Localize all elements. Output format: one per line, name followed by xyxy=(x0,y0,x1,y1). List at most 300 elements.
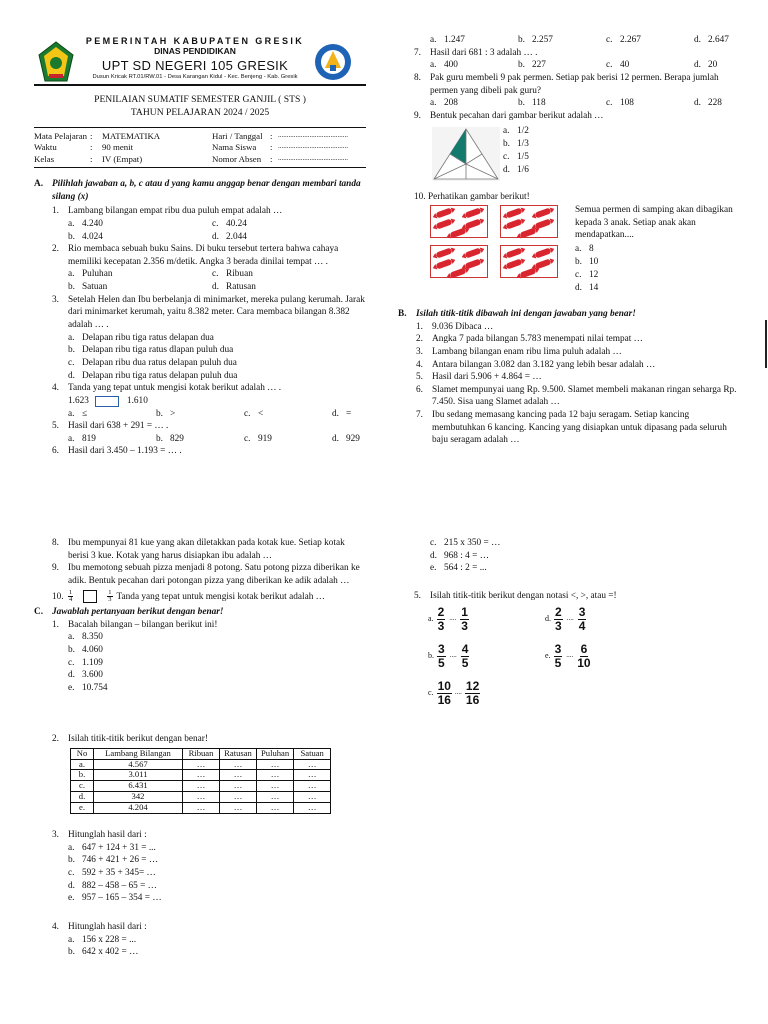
option-d[interactable] xyxy=(694,97,754,110)
option-a[interactable] xyxy=(68,218,212,231)
option-c[interactable] xyxy=(606,34,694,47)
option-letter: b. xyxy=(503,139,510,150)
numerator: 4 xyxy=(461,642,469,656)
compare-a xyxy=(428,606,469,632)
list-item xyxy=(68,934,366,947)
answer-blank[interactable]: .... xyxy=(449,651,457,660)
answer-cell[interactable]: … xyxy=(220,803,257,814)
fraction xyxy=(461,643,470,669)
option-c[interactable] xyxy=(68,357,366,370)
question-number: 3. xyxy=(52,294,59,305)
option-letter: a. xyxy=(68,408,75,419)
option-b[interactable] xyxy=(518,97,606,110)
list-item xyxy=(68,842,366,855)
option-d[interactable] xyxy=(575,282,598,295)
question-text: Setelah Helen dan Ibu berbelanja di minimarket, mereka pulang kerumah. Jarak dari minimarket kerumah, yaitu 8.382 meter. Cara membaca bilangan 8.382 adalah … . xyxy=(68,294,365,331)
candy-figure xyxy=(430,205,562,281)
denominator: 16 xyxy=(465,692,480,707)
question-number: 1. xyxy=(416,321,423,332)
option-a[interactable] xyxy=(503,125,529,138)
option-d[interactable] xyxy=(694,34,754,47)
option-text: 40.24 xyxy=(226,218,247,229)
answer-cell[interactable]: … xyxy=(294,803,331,814)
column-header: Lambang Bilangan xyxy=(94,748,183,759)
candy-icon xyxy=(534,258,551,269)
option-d[interactable] xyxy=(212,231,332,244)
option-letter: c. xyxy=(212,269,219,280)
question-a8 xyxy=(414,72,744,97)
logo-gresik xyxy=(38,41,74,83)
waktu-label: Waktu xyxy=(34,142,57,153)
question-b5 xyxy=(416,371,744,384)
question-number: 7. xyxy=(416,410,423,421)
option-c[interactable] xyxy=(244,433,332,446)
denominator: 10 xyxy=(577,655,591,670)
item-letter: b. xyxy=(68,855,75,866)
item-text: 1.109 xyxy=(82,657,103,668)
option-text: 14 xyxy=(589,283,599,294)
option-letter: a. xyxy=(430,98,437,109)
option-d[interactable] xyxy=(212,281,332,294)
option-letter: c. xyxy=(428,687,434,697)
option-letter: d. xyxy=(694,35,701,45)
list-item xyxy=(68,669,366,682)
answer-box[interactable] xyxy=(95,396,119,407)
question-text: Perhatikan gambar berikut! xyxy=(428,192,530,202)
candy-icon xyxy=(435,258,452,269)
question-c5 xyxy=(414,590,617,603)
option-text: 10 xyxy=(589,257,599,268)
option-text: Ratusan xyxy=(226,282,256,293)
option-letter: c. xyxy=(212,218,219,229)
candy-icon xyxy=(464,247,481,258)
option-text: = xyxy=(346,408,352,419)
option-text: 208 xyxy=(444,98,458,109)
question-c3 xyxy=(34,829,366,842)
question-a4 xyxy=(34,382,366,395)
table-row xyxy=(71,792,331,803)
answer-cell[interactable]: … xyxy=(294,770,331,781)
option-text: ≤ xyxy=(82,408,88,419)
option-a[interactable] xyxy=(430,59,518,72)
question-number: 5. xyxy=(416,372,423,383)
colon: : xyxy=(90,142,93,153)
compare-d xyxy=(545,606,586,632)
candy-icon xyxy=(505,207,522,218)
option-text: 12 xyxy=(589,270,599,281)
numerator: 12 xyxy=(465,679,480,693)
section-b-heading xyxy=(398,308,744,321)
colon: : xyxy=(270,153,273,164)
list-item xyxy=(430,562,730,575)
option-letter: a. xyxy=(575,244,582,254)
option-a[interactable] xyxy=(430,97,518,110)
option-letter: a. xyxy=(68,269,75,280)
header-school: UPT SD NEGERI 105 GRESIK xyxy=(101,58,289,73)
colon: : xyxy=(90,153,93,164)
answer-cell[interactable]: … xyxy=(220,792,257,803)
q4-options xyxy=(34,408,366,421)
candy-icon xyxy=(505,247,522,258)
option-letter: b. xyxy=(68,282,75,293)
answer-box[interactable] xyxy=(83,590,97,603)
option-letter: a. xyxy=(68,332,75,343)
answer-cell[interactable]: … xyxy=(183,759,220,770)
answer-cell[interactable]: … xyxy=(220,759,257,770)
candy-icon xyxy=(519,227,536,238)
header-department: DINAS PENDIDIKAN xyxy=(154,46,236,56)
option-text: Ribuan xyxy=(226,269,253,280)
question-b3 xyxy=(416,346,744,359)
option-text: Puluhan xyxy=(82,269,113,280)
option-d[interactable] xyxy=(68,370,366,383)
question-text: Ibu sedang memasang kancing pada 12 baju seragam. Setiap kancing membutuhkan 6 kancing. Kancing yang disiapkan untuk dipasang pada seluruh baju seragam adalah … xyxy=(432,410,727,446)
denominator: 5 xyxy=(554,655,562,670)
question-b1 xyxy=(416,321,744,334)
absen-field[interactable]: ........................................ xyxy=(278,153,348,162)
item-letter: c. xyxy=(68,867,75,878)
question-number: 6. xyxy=(52,446,59,457)
option-letter: d. xyxy=(694,98,701,109)
hari-field[interactable]: ........................................ xyxy=(278,131,348,139)
item-text: 3.600 xyxy=(82,670,103,681)
option-b[interactable] xyxy=(68,281,212,294)
question-a9b xyxy=(34,562,366,587)
number-cell: 342 xyxy=(94,792,183,803)
option-c[interactable] xyxy=(212,218,332,231)
question-text: Hasil dari 3.450 – 1.193 = … . xyxy=(68,446,182,457)
place-value-table xyxy=(70,748,331,814)
option-text: 919 xyxy=(258,433,272,444)
option-text: 228 xyxy=(708,98,722,109)
item-letter: e. xyxy=(68,683,75,694)
option-text: Satuan xyxy=(82,282,108,293)
question-c3-block xyxy=(34,829,366,905)
list-item xyxy=(68,682,366,695)
answer-cell[interactable]: … xyxy=(257,803,294,814)
option-b[interactable] xyxy=(68,231,212,244)
candy-pack xyxy=(430,245,488,278)
column-header: Ratusan xyxy=(220,748,257,759)
option-text: 2.044 xyxy=(226,231,247,242)
option-a[interactable] xyxy=(68,408,156,421)
q9-options xyxy=(503,125,529,177)
mapel-value: MATEMATIKA xyxy=(102,131,161,141)
list-item xyxy=(68,867,366,880)
colon: : xyxy=(270,131,273,141)
answer-blank[interactable]: .... xyxy=(566,651,574,660)
candy-pack xyxy=(500,245,558,278)
candy-pack xyxy=(430,205,488,238)
option-letter: d. xyxy=(575,283,582,294)
item-text: 882 – 458 – 65 = … xyxy=(82,880,157,891)
option-text: Delapan ribu dua ratus delapan puluh dua xyxy=(82,357,237,368)
nama-field[interactable]: ........................................ xyxy=(278,142,348,151)
column-header: Puluhan xyxy=(257,748,294,759)
fraction xyxy=(437,643,446,669)
option-text: 118 xyxy=(532,98,546,109)
numerator: 3 xyxy=(438,642,445,656)
question-c2 xyxy=(34,733,366,746)
number-cell: 4.204 xyxy=(94,803,183,814)
question-number: 8. xyxy=(52,538,59,548)
page2-left xyxy=(34,537,366,695)
answer-cell[interactable]: … xyxy=(294,759,331,770)
question-text: Ibu mempunyai 81 kue yang akan diletakkan pada kotak kue. Setiap kotak berisi 3 kue. Kotak yang harus disiapkan ibu adalah … xyxy=(68,538,345,561)
exam-title: PENILAIAN SUMATIF SEMESTER GANJIL ( STS ) xyxy=(94,94,306,105)
list-item xyxy=(430,537,730,550)
c3-items xyxy=(34,842,366,905)
table-row xyxy=(71,803,331,814)
list-item xyxy=(68,854,366,867)
question-a7 xyxy=(414,47,744,60)
option-a[interactable] xyxy=(68,268,212,281)
answer-cell[interactable]: … xyxy=(183,792,220,803)
question-a5 xyxy=(34,420,366,433)
option-b[interactable] xyxy=(575,256,598,269)
section-b-instruction: Isilah titik-titik dibawah ini dengan jawaban yang benar! xyxy=(416,309,636,319)
option-text: 2.647 xyxy=(708,35,729,45)
answer-cell[interactable]: … xyxy=(294,781,331,792)
fraction xyxy=(437,606,446,632)
option-letter: a. xyxy=(68,433,75,444)
row-label: a. xyxy=(71,759,94,770)
mapel-label: Mata Pelajaran xyxy=(34,131,88,141)
answer-cell[interactable]: … xyxy=(257,781,294,792)
denominator: 5 xyxy=(461,655,469,670)
item-letter: d. xyxy=(68,670,75,681)
question-number: 10. xyxy=(52,591,64,602)
answer-cell[interactable]: … xyxy=(220,770,257,781)
answer-blank[interactable]: .... xyxy=(449,614,457,623)
right-column-top xyxy=(414,34,744,122)
item-letter: b. xyxy=(68,947,75,958)
numerator: 2 xyxy=(555,605,562,619)
option-c[interactable] xyxy=(244,408,332,421)
answer-cell[interactable]: … xyxy=(183,781,220,792)
question-a6 xyxy=(34,445,366,458)
option-c[interactable] xyxy=(606,97,694,110)
option-text: 1.247 xyxy=(444,35,465,45)
table-body xyxy=(71,759,331,813)
numerator: 1 xyxy=(69,588,73,596)
option-text: 1/3 xyxy=(517,139,529,150)
row-label: c. xyxy=(71,781,94,792)
candy-pack xyxy=(500,205,558,238)
option-a[interactable] xyxy=(430,34,518,47)
question-text: Lambang bilangan enam ribu lima puluh adalah … xyxy=(432,346,622,357)
question-c4-block xyxy=(34,921,366,959)
item-text: 10.754 xyxy=(82,683,108,694)
question-text: Tanda yang tepat untuk mengisi kotak berikut adalah … . xyxy=(68,383,282,394)
denominator: 4 xyxy=(578,618,586,633)
option-c[interactable] xyxy=(212,268,332,281)
numerator: 10 xyxy=(437,679,451,693)
option-b[interactable] xyxy=(518,59,606,72)
q2-options xyxy=(34,268,366,293)
denominator: 3 xyxy=(437,618,445,633)
item-letter: a. xyxy=(68,934,75,945)
option-letter: c. xyxy=(606,35,613,45)
option-letter: a. xyxy=(430,35,437,45)
option-a[interactable] xyxy=(68,332,366,345)
q6-options xyxy=(414,34,744,47)
option-letter: c. xyxy=(606,98,613,109)
question-number: 10. xyxy=(414,192,426,202)
answer-cell[interactable]: … xyxy=(220,781,257,792)
option-letter: b. xyxy=(156,433,163,444)
list-item xyxy=(68,644,366,657)
option-d[interactable] xyxy=(332,433,392,446)
fraction xyxy=(578,606,587,632)
number-cell: 3.011 xyxy=(94,770,183,781)
question-number: 4. xyxy=(52,383,59,394)
option-b[interactable] xyxy=(156,408,244,421)
question-a3 xyxy=(34,294,366,332)
section-letter: A. xyxy=(34,179,44,189)
q5-options xyxy=(34,433,366,446)
option-a[interactable] xyxy=(575,243,598,256)
option-letter: e. xyxy=(545,650,551,660)
question-text: Antara bilangan 3.082 dan 3.182 yang lebih besar adalah … xyxy=(432,359,656,370)
fraction xyxy=(465,680,480,706)
header-government: PEMERINTAH KABUPATEN GRESIK xyxy=(85,36,305,46)
question-number: 2. xyxy=(52,244,59,255)
option-text: 108 xyxy=(620,98,634,109)
item-text: 647 + 124 + 31 = ... xyxy=(82,842,156,853)
answer-cell[interactable]: … xyxy=(183,770,220,781)
q1-options xyxy=(34,218,366,243)
denominator: 3 xyxy=(461,618,468,633)
question-number: 8. xyxy=(414,72,421,83)
scroll-marker[interactable] xyxy=(765,320,767,368)
option-letter: b. xyxy=(156,408,163,419)
question-text: Pak guru membeli 9 pak permen. Setiap pak berisi 12 permen. Berapa jumlah permen yang dibeli pak guru? xyxy=(430,72,719,96)
answer-blank[interactable]: .... xyxy=(566,614,574,623)
candy-icon xyxy=(435,207,452,218)
option-letter: b. xyxy=(68,345,75,356)
question-a8b xyxy=(34,537,366,562)
table-row xyxy=(71,759,331,770)
denominator: 16 xyxy=(437,692,451,707)
question-number: 3. xyxy=(52,830,59,840)
question-text: Slamet mempunyai uang Rp. 9.500. Slamet membeli makanan ringan seharga Rp. 7.450. Sisa uang Slamet adalah … xyxy=(432,384,737,408)
option-letter: a. xyxy=(68,218,75,229)
item-letter: b. xyxy=(68,645,75,656)
option-text: 829 xyxy=(170,433,184,444)
option-text: 8 xyxy=(589,244,594,254)
answer-cell[interactable]: … xyxy=(257,792,294,803)
option-letter: a. xyxy=(430,60,437,71)
option-b[interactable] xyxy=(156,433,244,446)
question-text: Bacalah bilangan – bilangan berikut ini! xyxy=(68,619,218,630)
denominator: 3 xyxy=(108,596,112,604)
option-text: 929 xyxy=(346,433,360,444)
candy-icon xyxy=(464,218,481,229)
denominator: 3 xyxy=(555,618,562,633)
option-text: 1/5 xyxy=(517,152,529,163)
compare-right: 1.610 xyxy=(126,395,148,406)
question-c1 xyxy=(34,619,366,632)
option-letter: c. xyxy=(68,357,75,368)
table-row xyxy=(71,781,331,792)
answer-cell[interactable]: … xyxy=(257,759,294,770)
question-number: 3. xyxy=(416,346,423,357)
answer-cell[interactable]: … xyxy=(183,803,220,814)
q10-description: Semua permen di samping akan dibagikan kepada 3 anak. Setiap anak akan mendapatkan.... xyxy=(575,205,733,241)
item-letter: c. xyxy=(430,538,437,548)
option-d[interactable] xyxy=(332,408,392,421)
fraction xyxy=(107,590,112,605)
item-letter: e. xyxy=(430,563,437,574)
list-item xyxy=(68,657,366,670)
compare-e xyxy=(545,643,591,669)
question-number: 5. xyxy=(414,591,421,601)
option-b[interactable] xyxy=(518,34,606,47)
numerator: 3 xyxy=(554,642,562,656)
fraction xyxy=(554,643,563,669)
fraction-triangle-figure xyxy=(432,127,500,181)
option-text: < xyxy=(258,408,264,419)
question-text: Isilah titik-titik berikut dengan benar! xyxy=(68,734,208,744)
question-text: Hitunglah hasil dari : xyxy=(68,922,147,932)
section-a-instruction: Pilihlah jawaban a, b, c atau d yang kamu anggap benar dengan membari tanda silang (x) xyxy=(52,179,361,202)
option-d[interactable] xyxy=(503,164,529,177)
answer-cell[interactable]: … xyxy=(294,792,331,803)
option-b[interactable] xyxy=(68,344,366,357)
option-c[interactable] xyxy=(606,59,694,72)
item-letter: e. xyxy=(68,893,75,904)
nama-label: Nama Siswa xyxy=(212,142,257,153)
item-text: 156 x 228 = ... xyxy=(82,934,137,945)
item-text: 215 x 350 = … xyxy=(444,538,501,548)
option-text: 1/6 xyxy=(517,165,529,176)
question-text: Hasil dari 638 + 291 = … . xyxy=(68,421,169,432)
option-b[interactable] xyxy=(503,138,529,151)
item-text: 968 : 4 = … xyxy=(444,550,490,561)
question-text: Angka 7 pada bilangan 5.783 menempati nilai tempat … xyxy=(432,334,643,345)
option-a[interactable] xyxy=(68,433,156,446)
absen-label: Nomor Absen xyxy=(212,153,262,164)
list-item xyxy=(68,892,366,905)
c4-items-continued xyxy=(430,537,730,575)
answer-cell[interactable]: … xyxy=(257,770,294,781)
section-b xyxy=(398,308,744,447)
option-letter: d. xyxy=(68,370,75,381)
colon: : xyxy=(90,131,93,141)
option-text: 4.240 xyxy=(82,218,103,229)
question-number: 1. xyxy=(52,206,59,217)
option-c[interactable] xyxy=(503,151,529,164)
q10-options xyxy=(575,243,598,295)
question-text: Hitunglah hasil dari : xyxy=(68,830,147,840)
list-item xyxy=(68,946,366,959)
option-letter: b. xyxy=(575,257,582,268)
q7-options xyxy=(414,59,744,72)
candy-icon xyxy=(519,267,536,278)
numerator: 1 xyxy=(108,588,112,596)
question-number: 1. xyxy=(52,619,59,630)
option-d[interactable] xyxy=(694,59,754,72)
option-text: 819 xyxy=(82,433,96,444)
option-letter: d. xyxy=(503,165,510,176)
answer-blank[interactable]: .... xyxy=(454,688,462,697)
option-text: 1/2 xyxy=(517,126,529,136)
option-text: Delapan ribu tiga ratus delapan dua xyxy=(82,332,214,343)
option-c[interactable] xyxy=(575,269,598,282)
header-address: Dusun Kricak RT.01/RW.01 - Desa Karangan Kidul - Kec. Benjeng - Kab. Gresik xyxy=(92,74,298,80)
section-a xyxy=(34,178,366,458)
